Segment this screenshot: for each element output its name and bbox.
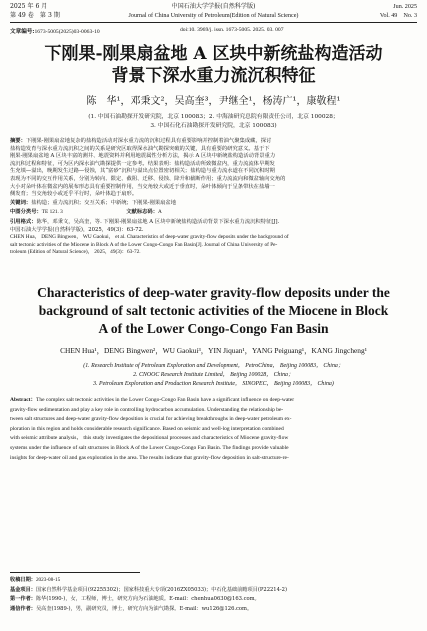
header-journal-cn: 中国石油大学学报(自然科学版) — [171, 3, 256, 10]
affiliation-cn-line-1: (1. 中国石油勘探开发研究院，北京 100083；2. 中海油研究总院有限责任公司，北京 100028； — [88, 114, 339, 120]
keywords-cn — [10, 200, 417, 208]
abstract-en — [10, 396, 417, 463]
first-author-info: 第一作者：陈华(1990-)，女，工程师，博士，研究方向为石油地质。E-mail：chenhua0630@163.com。 — [10, 596, 260, 603]
affiliation-cn-line-2: 3. 中国石化石油勘探开发研究院，北京 100083) — [150, 123, 277, 129]
footnotes — [10, 576, 417, 614]
keywords-cn-label: 关键词： — [10, 200, 32, 206]
article-number-label: 文章编号: — [10, 29, 35, 35]
header-date-cn: 2025 年 6 月 — [10, 3, 48, 10]
citation-label: 引用格式： — [10, 219, 37, 225]
citation-en-line: CHEN Hua， DENG Bingwen， WU Gaokui， et al. Characteristics of deep-water gravity-flow deposits under the background of — [10, 234, 289, 241]
abstract-en-label: Abstract： — [10, 397, 36, 403]
citation-en-line: troleum (Edition of Natural Science)， 2025，49(3)：63-72. — [10, 249, 141, 256]
clc-number: TE 121. 3 — [41, 209, 63, 215]
title-en-line-3: A of the Lower Congo-Congo Fan Basin — [98, 321, 329, 336]
header-volume-cn: 第 49 卷 第 3 期 — [10, 12, 60, 19]
classification-cn — [10, 209, 417, 217]
abstract-cn-label: 摘要： — [10, 138, 26, 144]
abstract-en-line: systems under the influence of salt structures in Block A of the Lower Congo-Congo Fan Basin. The findings provide valuable — [10, 444, 289, 451]
fund-info: 基金项目：国家自然科学基金项目(92255302)；国家科技重大专项(2016ZX05033)；中石化基础前瞻项目(P22214-2) — [10, 586, 287, 593]
abstract-cn-line: 生充填—溢出，晚期发生过路—侵蚀，其“富砂”沉积与溢出点位置密切相关；盐构造与重力流水道在不同沉积时期 — [10, 168, 275, 175]
abstract-en-line: ploration in this region and holds considerable research significance. Based on seismic and well-log interpretation combined — [10, 425, 284, 432]
affiliation-en-line-1: (1. Research Institute of Petroleum Exploration and Development， PetroChina， Beijing 100083， China； — [83, 363, 344, 369]
corresponding-author-info: 通信作者：吴高奎(1989-)，男，副研究员，博士，研究方向为油气勘探。E-mail：wu126@126.com。 — [10, 605, 253, 612]
header-rule — [10, 22, 417, 23]
received-date: 收稿日期：2023-08-15 — [10, 577, 61, 583]
abstract-cn — [10, 138, 417, 199]
header-date-en: Jun. 2025 — [393, 4, 417, 10]
doi: doi:10. 3969/j. issn. 1673-5005. 2025. 03. 007 — [180, 27, 284, 33]
abstract-en-line: insights for deep-water oil and gas exploration in the area. The results indicate that gravity-flow deposition in salt-structure-re- — [10, 454, 289, 461]
authors-cn: 陈 华¹，邓秉文²，吴高奎³，尹继全¹，杨涛广¹，康敬程¹ — [86, 96, 341, 107]
citation-cn-line: 中国石油大学学报(自然科学版)，2025，49(3)：63-72. — [10, 226, 144, 233]
article-number — [10, 27, 100, 35]
footnote-rule — [10, 572, 140, 573]
header-volume-en: Vol. 49 No. 3 — [379, 13, 417, 19]
header-journal-en: Journal of China University of Petroleum(Edition of Natural Science) — [128, 13, 299, 19]
affiliation-en-line-3: 3. Petroleum Exploration and Production Research Institute， SINOPEC， Beijing 100083， China) — [93, 381, 334, 387]
title-en-line-2: background of salt tectonic activities of the Miocene in Block — [38, 303, 389, 318]
authors-en: CHEN Hua¹，DENG Bingwen²，WU Gaokui³，YIN Jiquan¹，YANG Peiguang¹，KANG Jingcheng¹ — [60, 346, 367, 355]
keywords-cn-text: 盐构造；重力流沉积；交互关系；中新统；下刚果-刚果扇盆地 — [31, 200, 177, 206]
title-cn-line-2: 背景下深水重力流沉积特征 — [111, 66, 316, 86]
document-code-label: 文献标志码： — [126, 209, 159, 215]
abstract-cn-line: 盐构造发育与深水重力流沉积之间的关系是研究区取得深水油气勘探突破的关键，具有重要的研究意义。基于下 — [10, 145, 270, 152]
title-cn-line-1: 下刚果-刚果扇盆地 A 区块中新统盐构造活动 — [44, 44, 383, 64]
title-en-line-1: Characteristics of deep-water gravity-flow deposits under the — [37, 285, 390, 300]
abstract-cn-line: 大小对朵叶体在微盆内的展布形态具有重要控制作用，当交角较大或近于垂直时，朵叶体倾向于呈条带状在盐墙一 — [10, 183, 275, 190]
document-code: A — [158, 209, 162, 215]
abstract-en-line: Abstract：The complex salt tectonic activities in the Lower Congo-Congo Fan Basin have a significant influence on deep-water — [10, 397, 295, 403]
abstract-cn-line: 侧发育；当交角较小或近乎平行时，朵叶体趋于扇形。 — [10, 191, 138, 198]
abstract-cn-line: 刚果-刚果扇盆地 A 区块丰富的测井、地震资料并利用地震属性分析方法，揭示 A 区块中新统盐构造活动背景重力 — [10, 153, 276, 160]
abstract-cn-line: 表现为不同的交互作用关系，分别为转向、限定、截阻、迁移、侵蚀、降升和截断作用；重力流流向和微盆轴向交角的 — [10, 175, 286, 182]
abstract-en-line: gravity-flow sedimentation and play a key role in controlling hydrocarbon accumulation. Understanding the relationship be- — [10, 406, 284, 413]
citation-en-line: salt tectonic activities of the Miocene in Block A of the Lower Congo-Congo Fan Basin[J]. Journal of China University of Pe- — [10, 241, 278, 248]
citation — [10, 219, 417, 257]
affiliation-en-line-2: 2. CNOOC Research Institute Limited， Beijing 100028， China； — [133, 372, 294, 378]
abstract-cn-line: 摘要：下刚果-刚果扇盆地复杂的盐构造活动对深水重力流的沉积过程具有重要影响并控制着油气聚集成藏，探讨 — [10, 138, 272, 144]
article-number-value: 1673-5005(2025)03-0063-10 — [34, 29, 100, 35]
citation-cn-line: 引用格式：陈华，邓秉文，吴高奎，等. 下刚果-刚果扇盆地 A 区块中新统盐构造活动背景下深水重力流沉积特征[J]. — [10, 219, 280, 225]
abstract-en-line: tween salt structures and deep-water gravity-flow deposition is crucial for achieving breakthroughs in deep-water petroleum ex- — [10, 416, 292, 423]
abstract-cn-line: 流沉积过程和特征，可为区内深水油气勘探提供一定参考。结果表明：盐构造活动所致微盆内，重力流流体早期发 — [10, 160, 275, 167]
clc-label: 中图分类号： — [10, 209, 42, 215]
abstract-en-line: with seismic attribute analysis， this study investigates the depositional processes and characteristics of Miocene gravity-flow — [10, 435, 289, 442]
